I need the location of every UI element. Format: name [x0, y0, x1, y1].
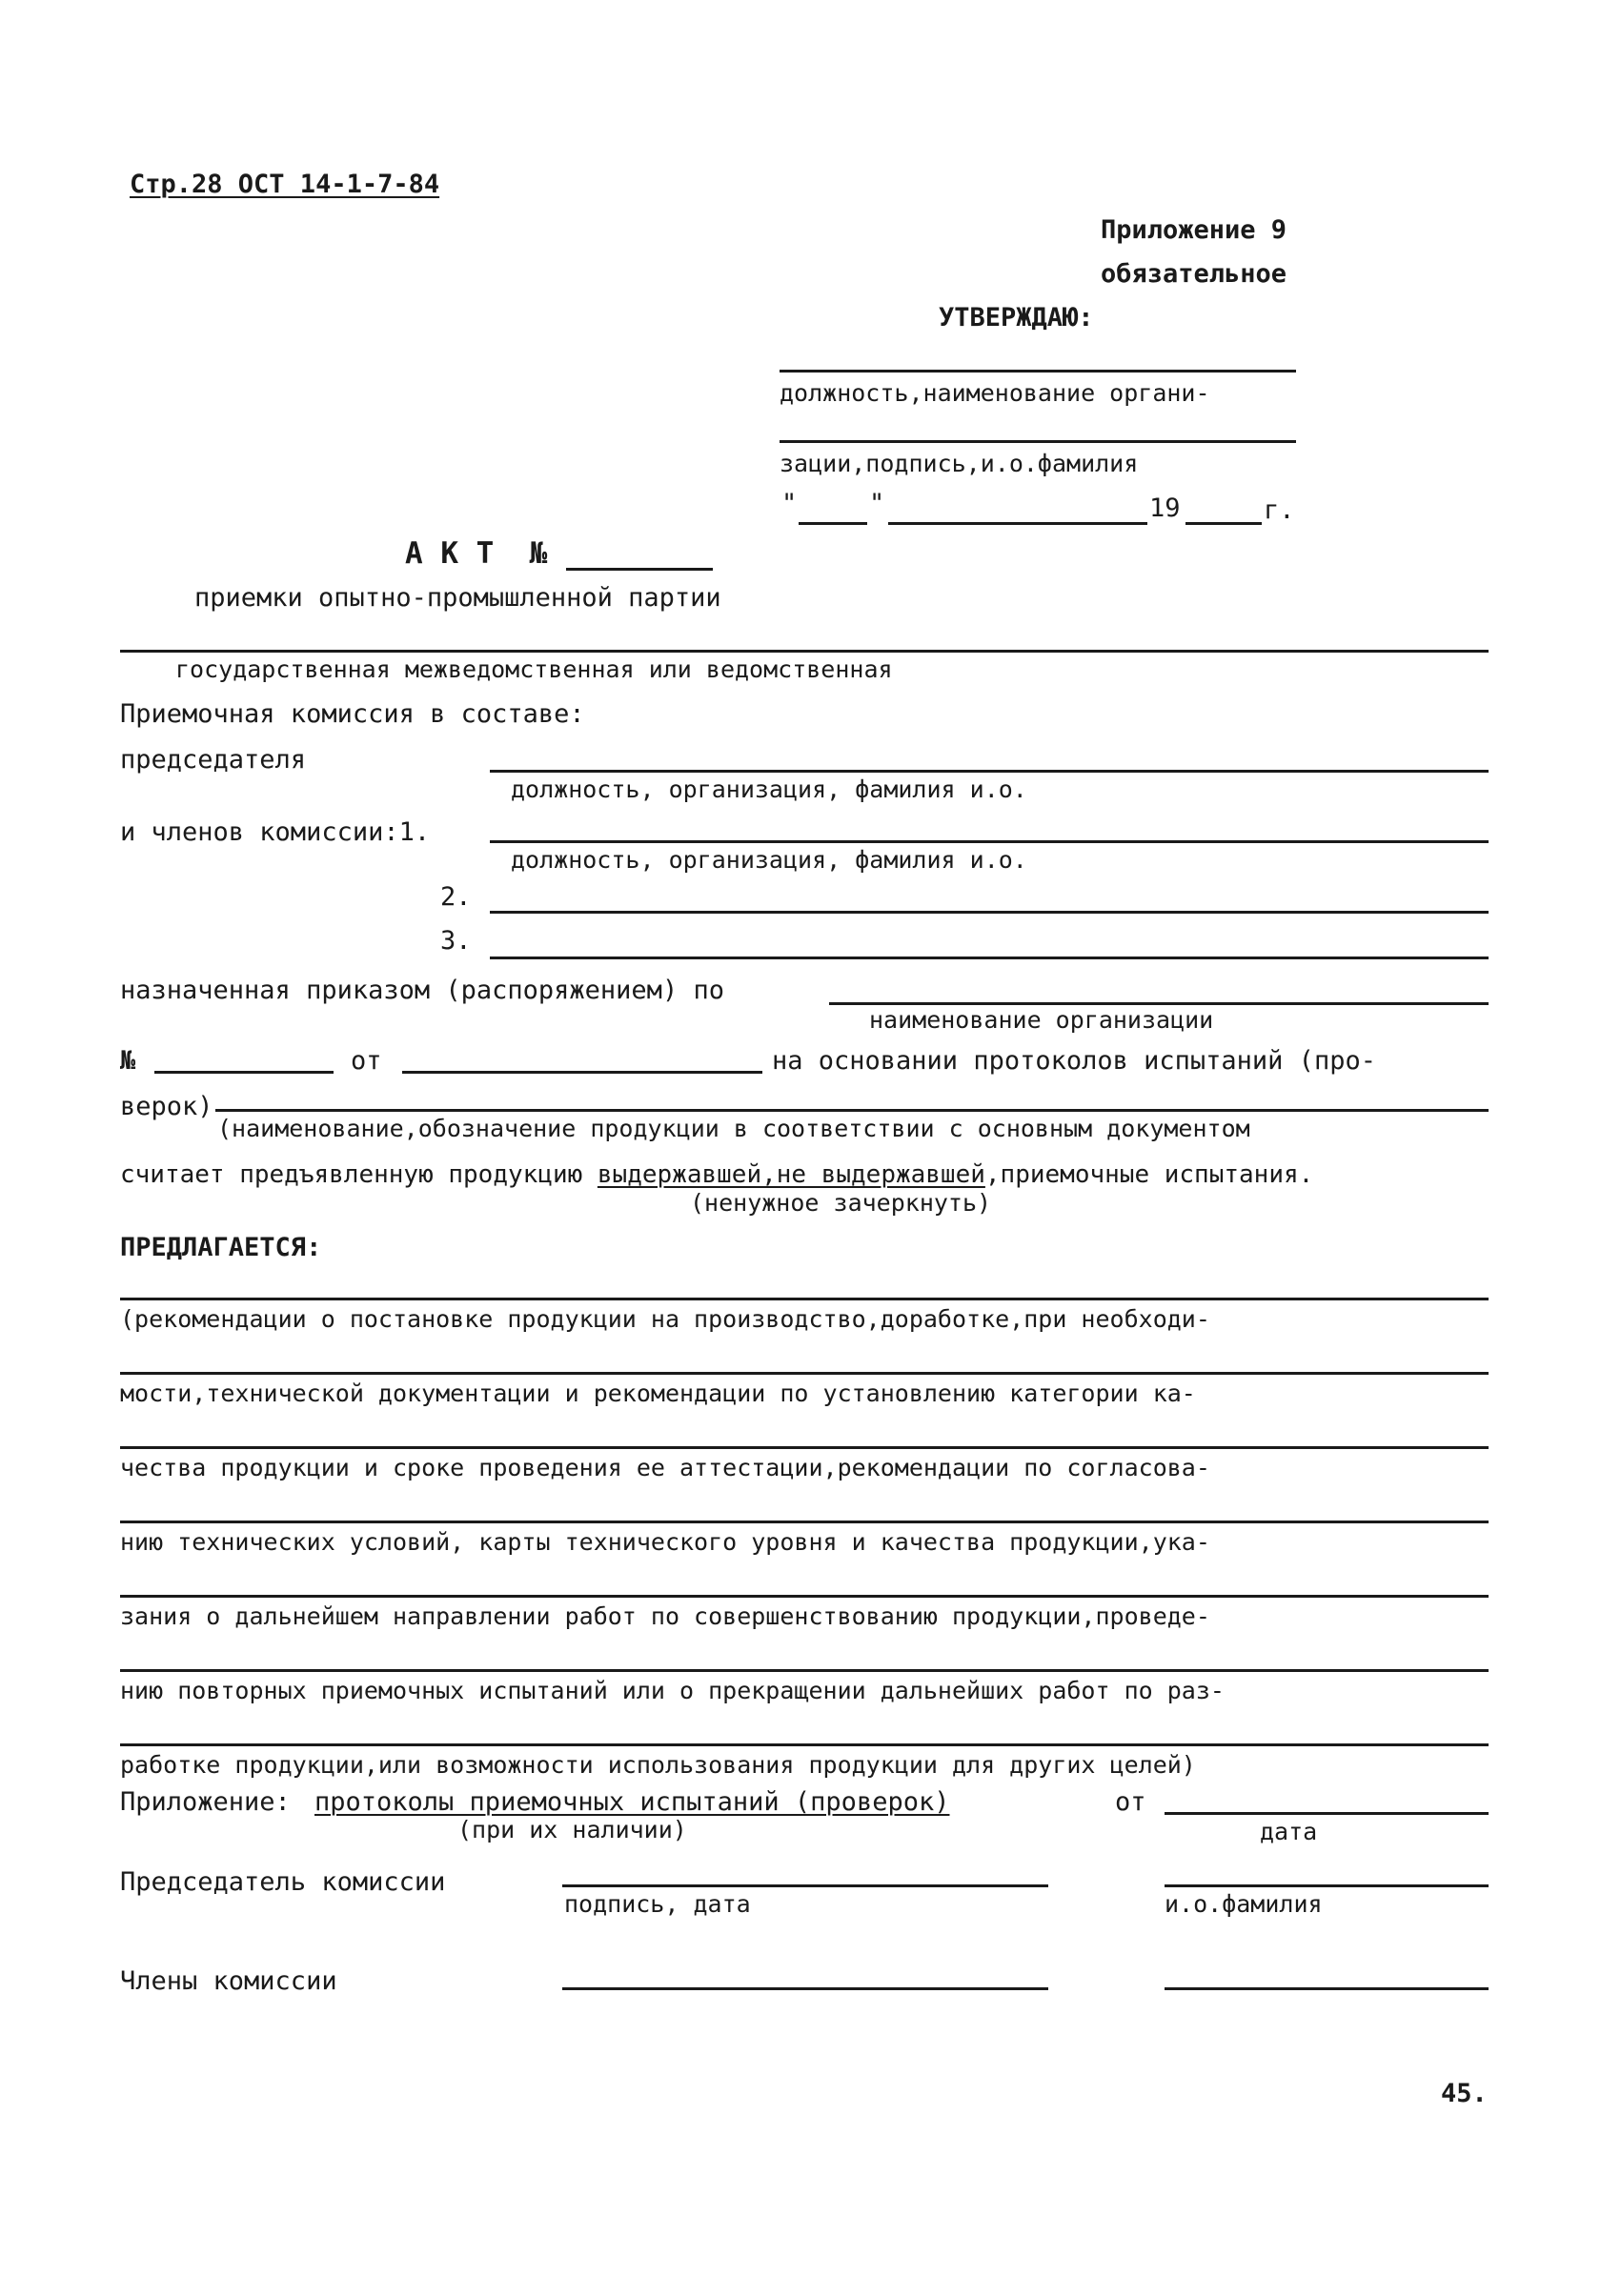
- approval-line-1: [780, 370, 1296, 373]
- proposal-text-2: мости,технической документации и рекомендации по установлению категории ка-: [120, 1380, 1196, 1407]
- members-label: и членов комиссии:1.: [120, 817, 431, 847]
- proposal-text-6: нию повторных приемочных испытаний или о прекращении дальнейших работ по раз-: [120, 1677, 1225, 1704]
- considers-text: [120, 1162, 1313, 1187]
- act-number-line: [566, 568, 713, 571]
- proposal-line-3: [120, 1446, 1489, 1449]
- attachment-label: Приложение:: [120, 1787, 291, 1817]
- act-title: А К Т №: [405, 536, 548, 571]
- proposal-line-1: [120, 1298, 1489, 1300]
- member-2-line: [490, 911, 1489, 914]
- chairman-signature-line: [562, 1884, 1048, 1887]
- proposal-line-6: [120, 1669, 1489, 1672]
- date-year-suffix: г.: [1264, 495, 1295, 525]
- attachment-date-label: от: [1115, 1787, 1146, 1817]
- basis-continuation: верок): [120, 1092, 213, 1121]
- proposal-line-4: [120, 1521, 1489, 1523]
- chairman-line: [490, 770, 1489, 773]
- basis-text: на основании протоколов испытаний (про-: [772, 1046, 1376, 1076]
- date-month-line: [888, 522, 1147, 525]
- proposal-line-7: [120, 1743, 1489, 1746]
- proposal-text-1: (рекомендации о постановке продукции на производство,доработке,при необходи-: [120, 1305, 1210, 1333]
- order-date-line: [402, 1071, 762, 1074]
- approval-line-2: [780, 440, 1296, 443]
- proposal-text-5: зания о дальнейшем направлении работ по совершенствованию продукции,проведе-: [120, 1602, 1210, 1630]
- member-1-caption: должность, организация, фамилия и.о.: [511, 846, 1027, 874]
- proposal-line-5: [120, 1595, 1489, 1598]
- chairman-name-caption: и.о.фамилия: [1165, 1890, 1323, 1918]
- attachment-value: протоколы приемочных испытаний (проверок): [314, 1787, 950, 1817]
- commission-composition: Приемочная комиссия в составе:: [120, 699, 585, 729]
- chairman-signature-label: Председатель комиссии: [120, 1867, 446, 1897]
- considers-suffix: ,приемочные испытания.: [984, 1160, 1314, 1189]
- appendix-number: Приложение 9: [1101, 215, 1287, 245]
- approval-caption-2: зации,подпись,и.о.фамилия: [780, 450, 1139, 477]
- attachment-date-caption: дата: [1260, 1818, 1318, 1845]
- product-line: [215, 1109, 1489, 1112]
- date-year-prefix: 19: [1149, 493, 1181, 523]
- product-caption: (наименование,обозначение продукции в соответствии с основным документом: [217, 1115, 1250, 1142]
- member-1-line: [490, 840, 1489, 843]
- organization-caption: наименование организации: [869, 1006, 1214, 1034]
- date-year-line: [1185, 522, 1262, 525]
- page-number: 45.: [1441, 2079, 1488, 2108]
- proposal-text-7: работке продукции,или возможности использования продукции для других целей): [120, 1751, 1196, 1779]
- proposal-text-4: нию технических условий, карты технического уровня и качества продукции,ука-: [120, 1528, 1210, 1556]
- considers-options: выдержавшей,не выдержавшей: [597, 1160, 985, 1189]
- attachment-date-line: [1165, 1812, 1489, 1815]
- date-quote-open: ": [781, 489, 798, 518]
- order-number-line: [154, 1071, 334, 1074]
- considers-prefix: считает предъявленную продукцию: [120, 1160, 598, 1189]
- document-reference: Стр.28 ОСТ 14-1-7-84: [130, 170, 440, 199]
- member-name-line: [1165, 1987, 1489, 1990]
- chairman-signature-caption: подпись, дата: [564, 1890, 751, 1918]
- member-3-line: [490, 957, 1489, 959]
- approval-caption-1: должность,наименование органи-: [780, 379, 1210, 407]
- proposal-text-3: чества продукции и сроке проведения ее аттестации,рекомендации по согласова-: [120, 1454, 1210, 1481]
- appendix-status: обязательное: [1101, 259, 1287, 289]
- member-signature-line: [562, 1987, 1048, 1990]
- commission-type-line: [120, 650, 1489, 653]
- appointed-label: назначенная приказом (распоряжением) по: [120, 976, 724, 1005]
- attachment-caption: (при их наличии): [457, 1816, 687, 1843]
- members-signature-label: Члены комиссии: [120, 1966, 337, 1996]
- order-number-label: №: [120, 1046, 136, 1076]
- member-3-number: 3.: [440, 926, 472, 956]
- date-quote-close: ": [869, 489, 885, 518]
- proposal-line-2: [120, 1372, 1489, 1375]
- proposed-title: ПРЕДЛАГАЕТСЯ:: [120, 1233, 322, 1262]
- approval-title: УТВЕРЖДАЮ:: [939, 303, 1094, 332]
- order-date-label: от: [351, 1046, 382, 1076]
- commission-type-caption: государственная межведомственная или ведомственная: [175, 655, 893, 683]
- chairman-caption: должность, организация, фамилия и.о.: [511, 775, 1027, 803]
- chairman-label: председателя: [120, 745, 307, 775]
- date-day-line: [799, 522, 867, 525]
- member-2-number: 2.: [440, 882, 472, 912]
- organization-line: [829, 1002, 1489, 1005]
- chairman-name-line: [1165, 1884, 1489, 1887]
- act-subtitle: приемки опытно-промышленной партии: [194, 583, 721, 613]
- strike-caption: (ненужное зачеркнуть): [690, 1189, 992, 1217]
